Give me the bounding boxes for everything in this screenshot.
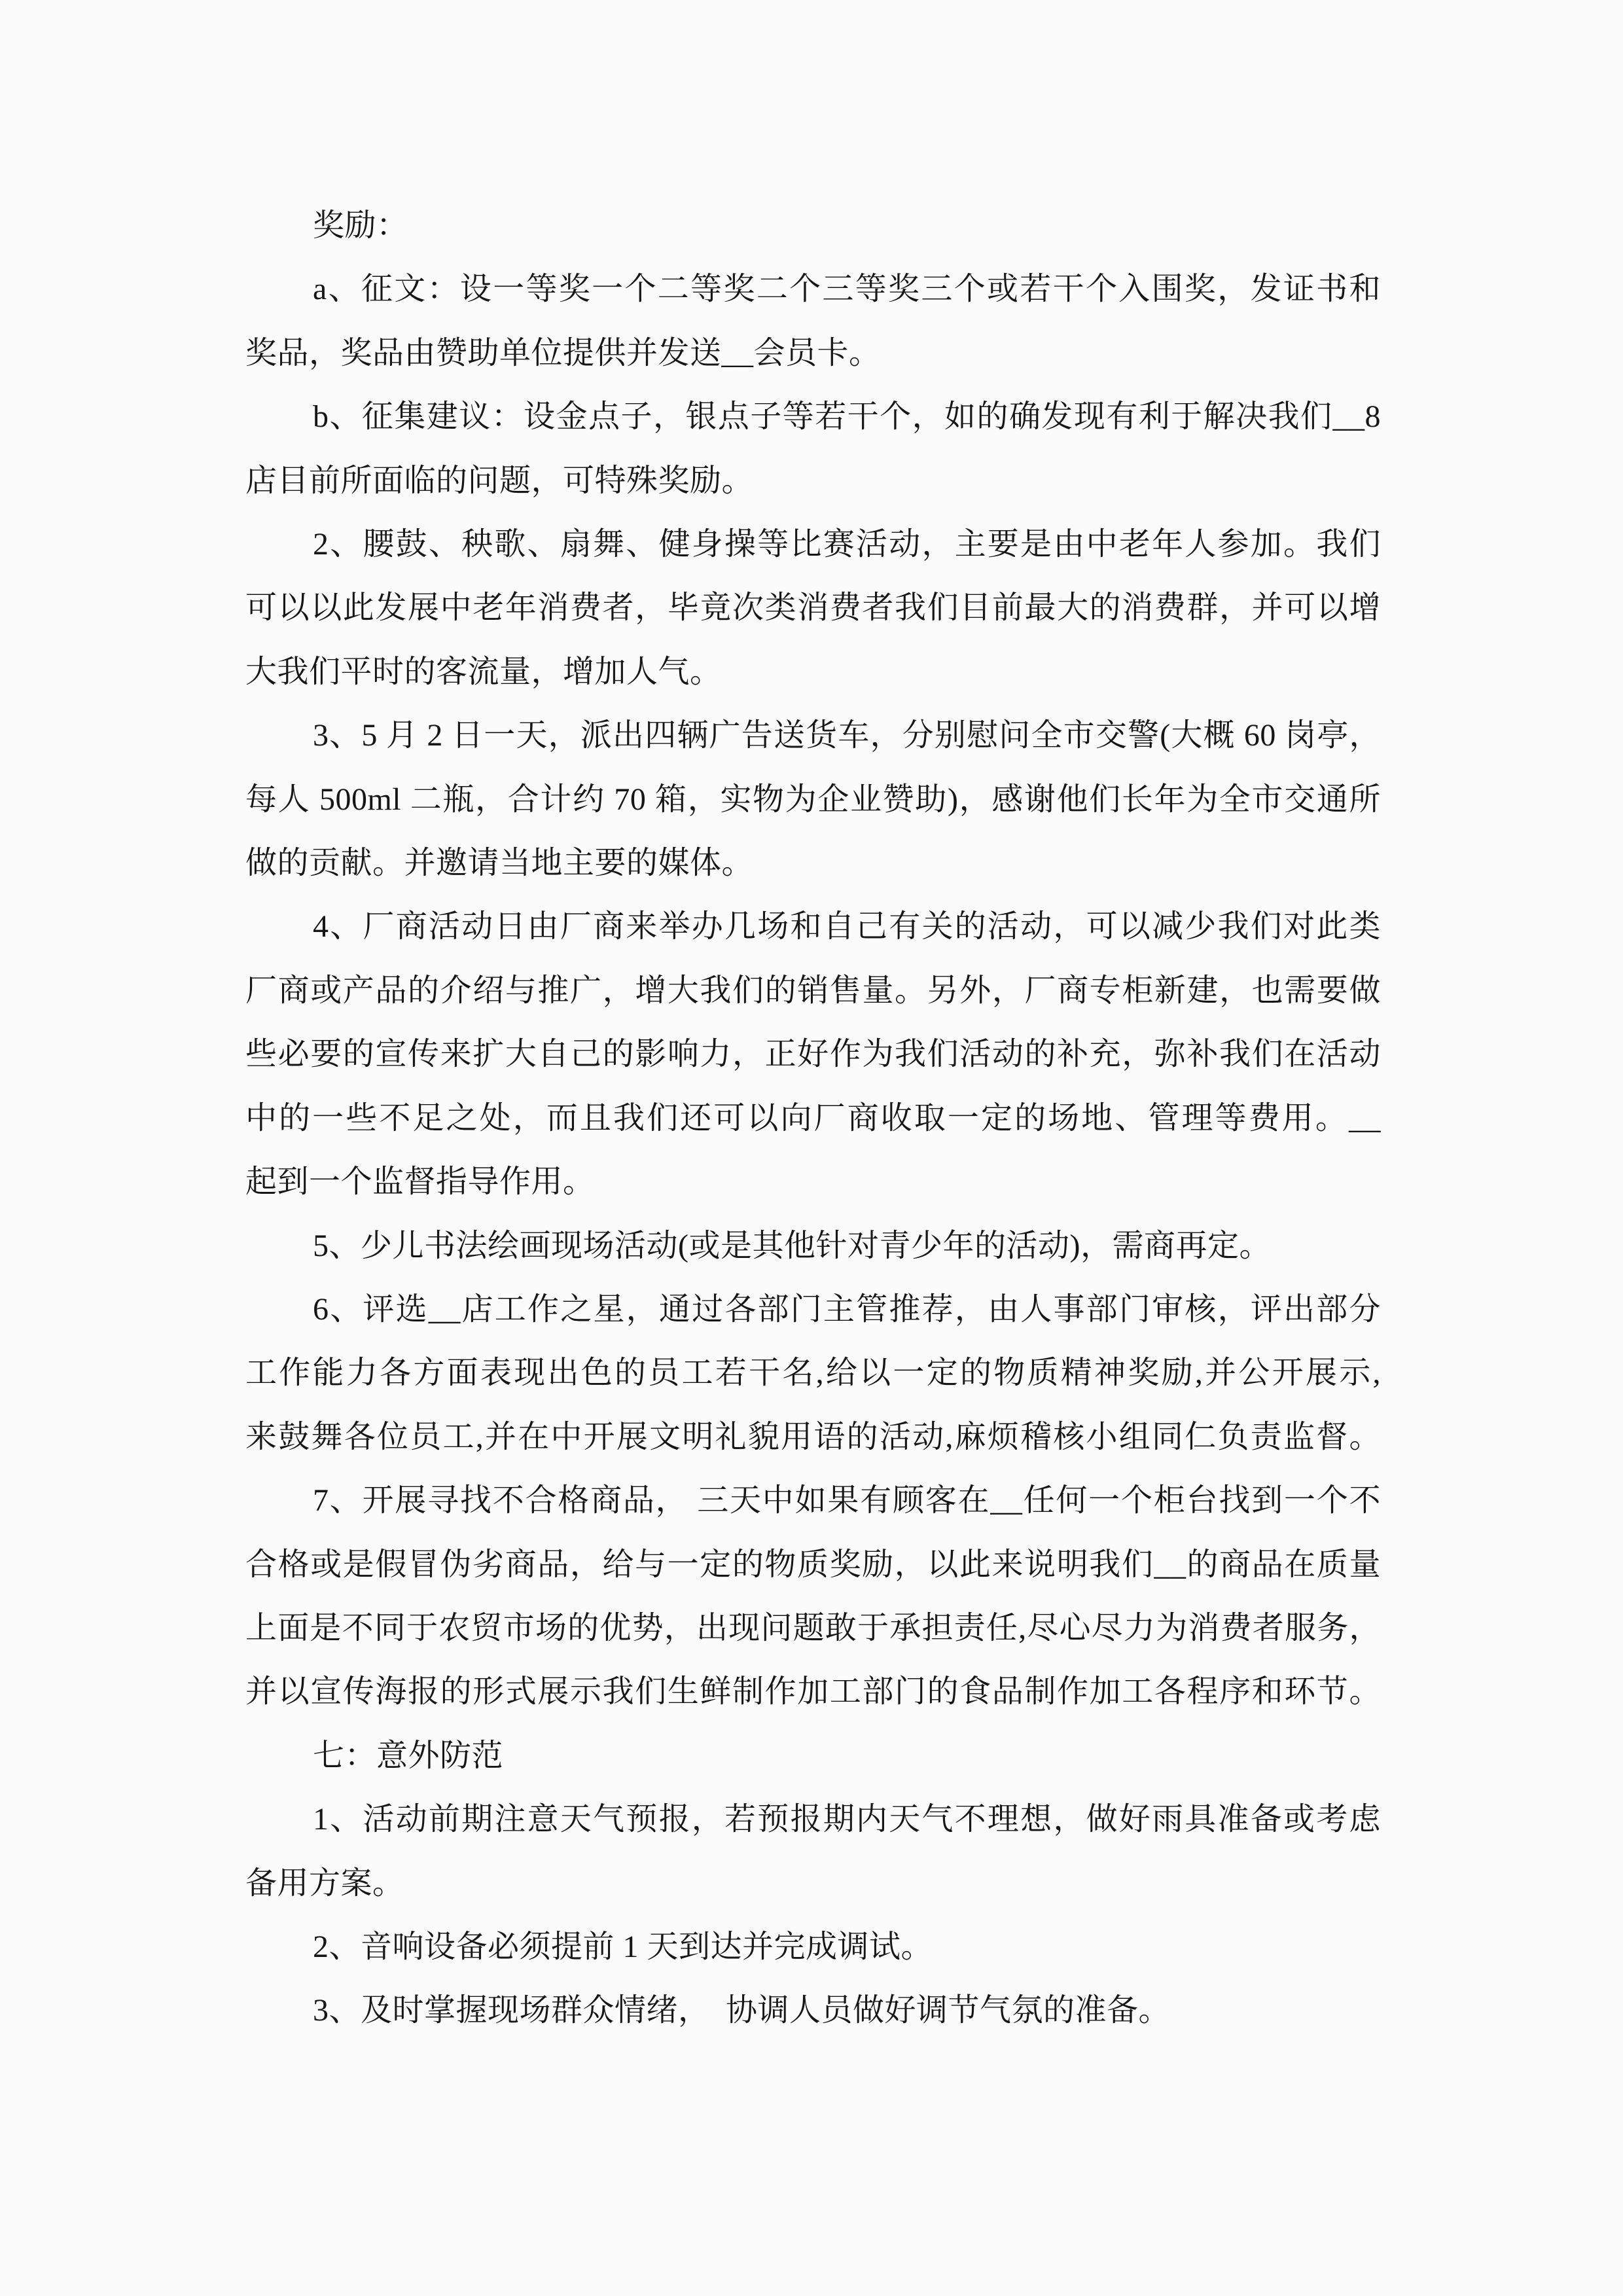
text-line: 3、5 月 2 日一天，派出四辆广告送货车，分别慰问全市交警(大概 60 岗亭， [313,718,1381,753]
text-line: 6、评选__店工作之星，通过各部门主管推荐，由人事部门审核，评出部分 [313,1291,1381,1327]
text-line: 上面是不同于农贸市场的优势，出现问题敢于承担责任,尽心尽力为消费者服务， [245,1610,1381,1645]
text-line: 工作能力各方面表现出色的员工若干名,给以一定的物质精神奖励,并公开展示, [245,1355,1381,1391]
text-line: 来鼓舞各位员工,并在中开展文明礼貌用语的活动,麻烦稽核小组同仁负责监督。 [245,1419,1381,1454]
text-line: 2、音响设备必须提前 1 天到达并完成调试。 [313,1929,933,1964]
text-line: 7、开展寻找不合格商品， 三天中如果有顾客在__任何一个柜台找到一个不 [313,1483,1381,1518]
text-line: 4、厂商活动日由厂商来举办几场和自己有关的活动，可以减少我们对此类 [313,909,1381,944]
text-line: 备用方案。 [245,1865,404,1901]
text-line: 些必要的宣传来扩大自己的影响力，正好作为我们活动的补充，弥补我们在活动 [245,1037,1381,1072]
text-line: 奖励： [313,208,408,243]
text-line: 店目前所面临的问题，可特殊奖励。 [245,463,754,498]
text-line: a、征文：设一等奖一个二等奖二个三等奖三个或若干个入围奖，发证书和 [313,272,1381,307]
text-line: 每人 500ml 二瓶，合计约 70 箱，实物为企业赞助)，感谢他们长年为全市交通所 [245,781,1381,817]
text-line: 做的贡献。并邀请当地主要的媒体。 [245,846,754,881]
text-line: 5、少儿书法绘画现场活动(或是其他针对青少年的活动)，需商再定。 [313,1228,1271,1263]
document-text-block [245,194,1381,2043]
text-line: 合格或是假冒伪劣商品，给与一定的物质奖励，以此来说明我们__的商品在质量 [245,1547,1381,1582]
text-line: 3、及时掌握现场群众情绪， 协调人员做好调节气氛的准备。 [313,1993,1171,2028]
text-line: 厂商或产品的介绍与推广，增大我们的销售量。另外，厂商专柜新建，也需要做 [245,973,1381,1008]
text-line: 中的一些不足之处，而且我们还可以向厂商收取一定的场地、管理等费用。__ [245,1100,1381,1136]
text-line: 可以以此发展中老年消费者，毕竟次类消费者我们目前最大的消费群，并可以增 [245,590,1381,626]
text-line: 1、活动前期注意天气预报，若预报期内天气不理想，做好雨具准备或考虑 [313,1802,1381,1837]
text-line: 并以宣传海报的形式展示我们生鲜制作加工部门的食品制作加工各程序和环节。 [245,1674,1381,1710]
text-line: 2、腰鼓、秧歌、扇舞、健身操等比赛活动，主要是由中老年人参加。我们 [313,527,1381,562]
text-line: 大我们平时的客流量，增加人气。 [245,654,722,689]
text-line: 起到一个监督指导作用。 [245,1164,595,1200]
text-line: 七：意外防范 [313,1738,504,1773]
text-line: b、征集建议：设金点子，银点子等若干个，如的确发现有利于解决我们__8 [313,399,1381,435]
text-line: 奖品，奖品由赞助单位提供并发送__会员卡。 [245,335,881,370]
